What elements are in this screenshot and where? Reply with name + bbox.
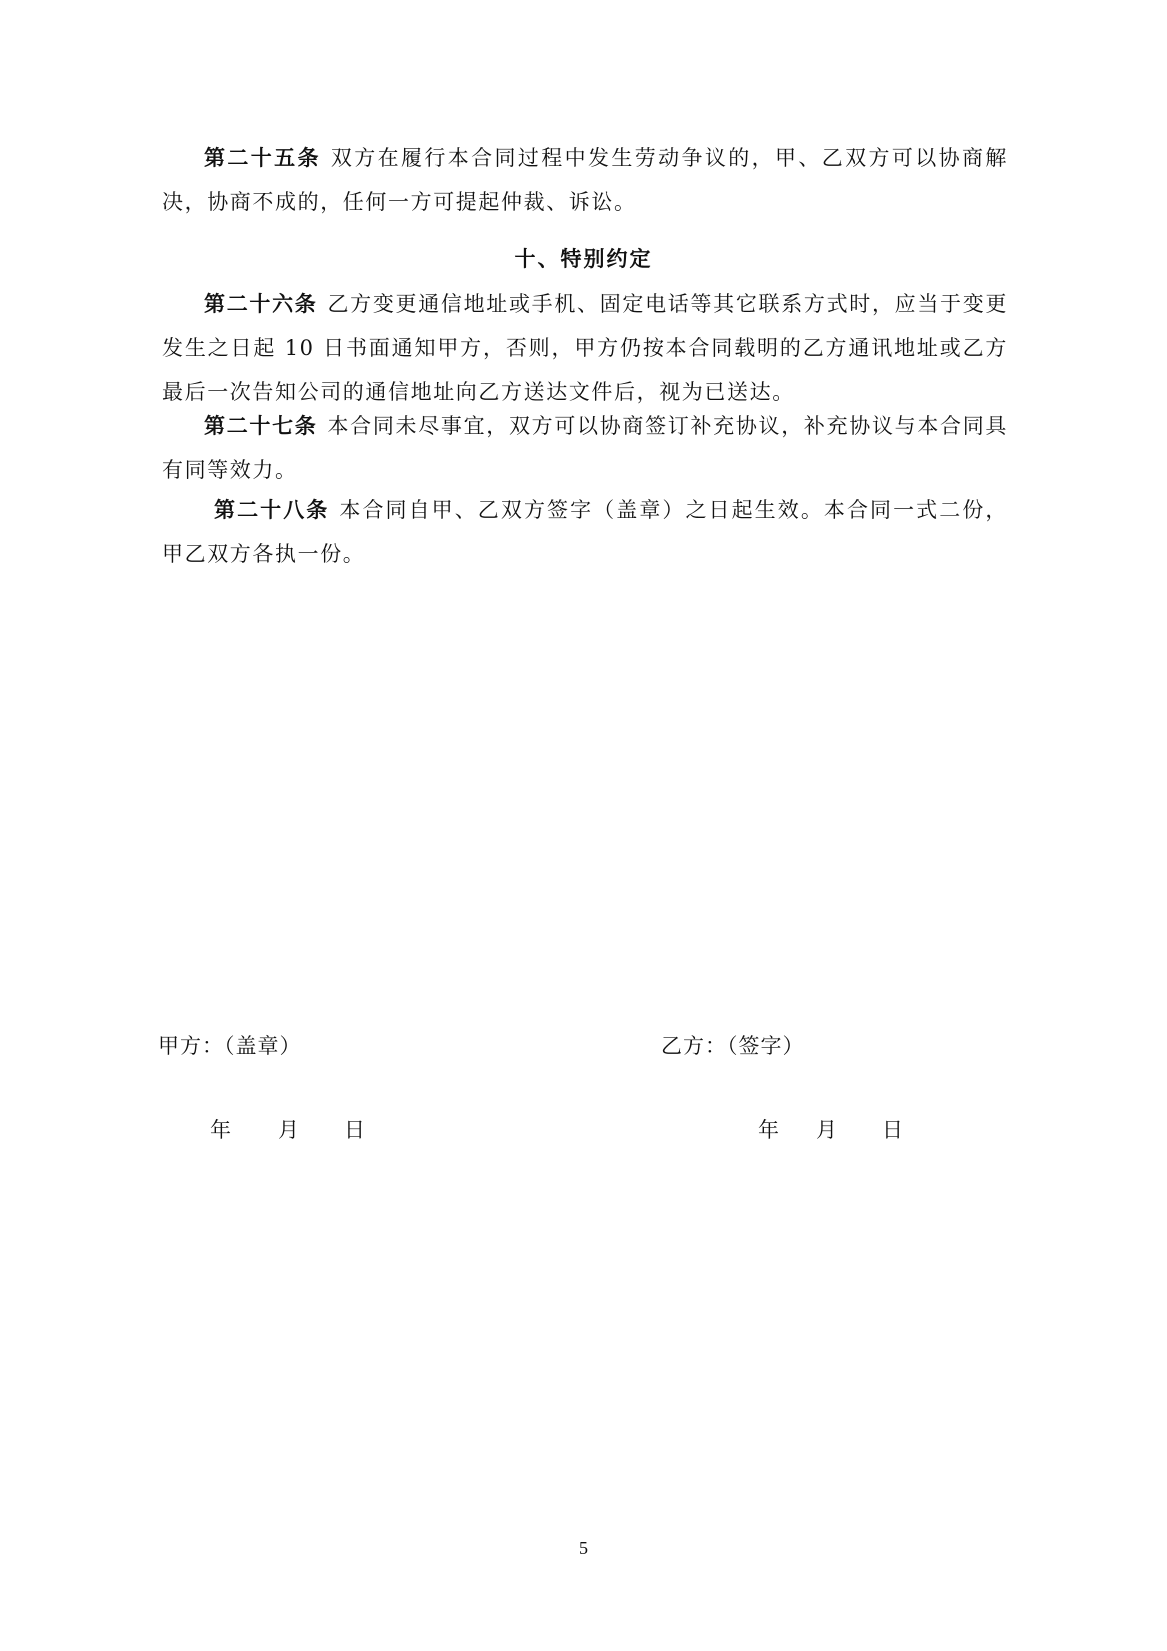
article-26-text: 乙方变更通信地址或手机、固定电话等其它联系方式时，应当于变更发生之日起 10 日书面通知甲方，否则，甲方仍按本合同载明的乙方通讯地址或乙方最后一次告知公司的通信地址向乙方送达文件后，视为已送达。 [162,292,1009,404]
party-a-seal-label: 甲方：（盖章） [158,1034,302,1058]
article-28-number: 第二十八条 [214,497,330,522]
article-26-number: 第二十六条 [204,291,318,316]
article-27 [162,404,1008,492]
party-b-date-day: 日 [882,1118,903,1142]
article-25 [162,136,1008,224]
section-heading-special-provisions: 十、特别约定 [514,246,653,271]
article-28-text: 本合同自甲、乙双方签字（盖章）之日起生效。本合同一式二份，甲乙双方各执一份。 [162,498,1009,566]
party-a-date-year: 年 [210,1118,231,1142]
party-a-date-day: 日 [344,1118,365,1142]
page-number: 5 [579,1538,588,1558]
article-28 [162,488,1008,576]
party-a-date [210,1115,365,1145]
party-b-date-month: 月 [816,1118,837,1142]
party-b-date [758,1115,903,1145]
article-27-text: 本合同未尽事宜，双方可以协商签订补充协议，补充协议与本合同具有同等效力。 [162,414,1009,482]
article-25-text: 双方在履行本合同过程中发生劳动争议的，甲、乙双方可以协商解决，协商不成的，任何一方可提起仲裁、诉讼。 [162,146,1009,214]
party-b-date-year: 年 [758,1118,779,1142]
article-26 [162,282,1008,414]
party-a-date-month: 月 [278,1118,299,1142]
article-27-number: 第二十七条 [204,413,318,438]
article-25-number: 第二十五条 [204,145,321,170]
party-b-signature-label: 乙方：（签字） [661,1034,805,1058]
